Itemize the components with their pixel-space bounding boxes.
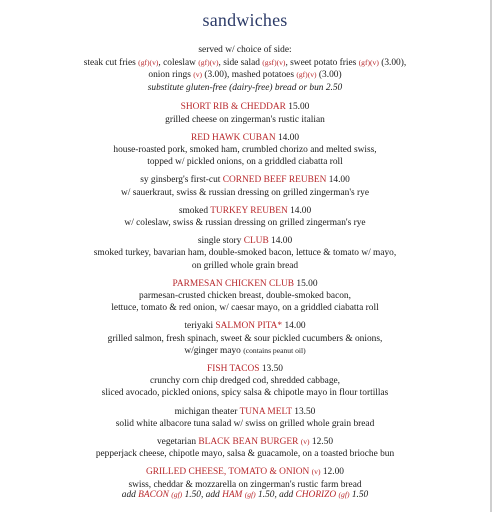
item-description-text: swiss, cheddar & mozzarella on zingerman's rustic farm bread: [128, 479, 362, 490]
side-sep: ,: [285, 57, 288, 68]
item-name: GRILLED CHEESE, TOMATO & ONION: [146, 467, 310, 478]
item-description-text: w/ coleslaw, swiss & russian dressing on grilled zingerman's rye: [124, 218, 366, 228]
addon-prefix: add: [205, 489, 220, 500]
menu-item: [0, 406, 490, 430]
item-name: CLUB: [243, 236, 269, 247]
menu-items: [0, 101, 490, 490]
side-label: mashed potatoes: [231, 70, 294, 81]
side-extra: (3.00),: [204, 70, 230, 81]
item-price: 14.00: [290, 205, 312, 216]
item-description-text: solid white albacore tuna salad w/ swiss on grilled whole grain bread: [115, 418, 375, 429]
item-description: [0, 260, 490, 272]
item-description-text: crunchy corn chip dredged cod, shredded cabbage,: [149, 376, 341, 387]
addon-prefix: add: [279, 489, 294, 500]
menu-item: [0, 363, 490, 400]
item-name: CORNED BEEF REUBEN: [222, 175, 327, 186]
item-description-text: sliced avocado, pickled onions, spicy salsa & chipotle mayo in flour tortillas: [101, 388, 389, 399]
item-name: SALMON PITA*: [215, 321, 283, 332]
substitute-note: [0, 82, 490, 95]
item-price: 14.00: [271, 236, 293, 247]
item-price: 15.00: [296, 278, 318, 289]
menu-item: [0, 278, 490, 315]
side-label: side salad: [223, 57, 260, 68]
menu-item: [0, 205, 490, 229]
side-label: sweet potato fries: [290, 57, 357, 68]
menu-item-heading: [0, 101, 490, 113]
item-description: [0, 448, 490, 460]
menu-item-heading: [0, 205, 490, 217]
menu-item-heading: [0, 320, 490, 332]
side-tag: (gsf)(v): [262, 57, 286, 67]
addon-price: 1.50,: [258, 489, 277, 500]
sides-intro-line: served w/ choice of side:: [198, 45, 292, 55]
addon-name: HAM: [222, 489, 243, 500]
item-name: TURKEY REUBEN: [210, 205, 288, 216]
addon-name: CHORIZO: [295, 489, 337, 500]
menu-item: [0, 436, 490, 460]
item-description: [0, 156, 490, 168]
side-label: coleslaw: [163, 57, 196, 68]
item-description: [0, 290, 490, 302]
item-description: [0, 375, 490, 387]
menu-item-heading: [0, 278, 490, 290]
menu-item: [0, 101, 490, 125]
item-price: 14.00: [277, 132, 300, 143]
item-description: [0, 333, 490, 345]
item-price: 12.00: [322, 467, 344, 478]
menu-item-heading: [0, 436, 490, 448]
addon-prefix: add: [121, 489, 136, 500]
item-description-text: pepperjack cheese, chipotle mayo, salsa & guacamole, on a toasted brioche bun: [95, 449, 395, 460]
menu-item: [0, 466, 490, 490]
section-title: sandwiches: [202, 10, 288, 30]
addon-price: 1.50: [351, 489, 369, 500]
side-tag: (gf)(v): [138, 57, 159, 67]
sides-list-line-2: [0, 69, 490, 82]
side-extra: (3.00): [318, 70, 342, 81]
item-prefix: smoked: [178, 205, 209, 216]
side-label: steak cut fries: [83, 57, 136, 68]
item-price: 12.50: [311, 437, 334, 448]
addons-line: [0, 489, 490, 501]
menu-item: [0, 320, 490, 357]
substitute-text: substitute gluten-free (dairy-free) bread or bun 2.50: [147, 82, 343, 93]
menu-item-heading: [0, 174, 490, 186]
item-description: [0, 418, 490, 430]
side-extra: (3.00),: [381, 57, 407, 68]
item-description: [0, 187, 490, 199]
menu-item: [0, 132, 490, 169]
item-prefix: vegetarian: [156, 437, 197, 448]
item-description-text: lettuce, tomato & red onion, w/ caesar mayo, on a griddled ciabatta roll: [111, 303, 379, 314]
item-description-text: on grilled whole grain bread: [191, 260, 299, 271]
addon-name: BACON: [138, 489, 169, 500]
item-description: [0, 217, 490, 229]
side-sep: ,: [218, 57, 221, 68]
sides-intro: [0, 44, 490, 94]
item-description: [0, 114, 490, 126]
item-price: 13.50: [261, 364, 283, 375]
item-description: [0, 247, 490, 259]
addon-tag: (gf): [244, 489, 256, 499]
item-description: [0, 387, 490, 399]
item-tag: (v): [300, 437, 310, 447]
menu-item-heading: [0, 235, 490, 247]
item-name: SHORT RIB & CHEDDAR: [180, 102, 286, 113]
item-price: 14.00: [328, 175, 350, 186]
menu-item: [0, 174, 490, 198]
item-price: 14.00: [284, 321, 306, 332]
item-description-text: house-roasted pork, smoked ham, crumbled chorizo and melted swiss,: [113, 144, 377, 155]
item-description: [0, 302, 490, 314]
item-name: PARMESAN CHICKEN CLUB: [172, 278, 295, 289]
addon-price: 1.50,: [184, 489, 204, 500]
side-tag: (gf)(v): [198, 57, 219, 67]
item-description-text: grilled salmon, fresh spinach, sweet & sour pickled cucumbers & onions,: [107, 333, 383, 344]
menu-item: [0, 235, 490, 272]
item-description: [0, 144, 490, 156]
menu-item-heading: [0, 363, 490, 375]
item-prefix: teriyaki: [184, 321, 214, 332]
item-prefix: single story: [197, 236, 242, 247]
side-tag: (gf)(v): [296, 70, 317, 80]
item-description: [0, 345, 490, 357]
item-price: 13.50: [294, 406, 316, 417]
side-label: onion rings: [148, 70, 191, 81]
item-description-text: parmesan-crusted chicken breast, double-smoked bacon,: [139, 291, 351, 302]
item-description-text: smoked turkey, bavarian ham, double-smoked bacon, lettuce & tomato w/ mayo,: [93, 248, 397, 259]
item-note: (contains peanut oil): [243, 345, 306, 355]
sides-list-line-1: [0, 57, 490, 70]
item-tag: (v): [311, 467, 321, 477]
item-name: FISH TACOS: [207, 364, 260, 375]
item-description-text: w/ sauerkraut, swiss & russian dressing on grilled zingerman's rye: [121, 187, 369, 198]
menu-item-heading: [0, 406, 490, 418]
item-description-text: topped w/ pickled onions, on a griddled ciabatta roll: [147, 157, 343, 168]
item-price: 15.00: [288, 102, 310, 113]
addon-tag: (gf): [171, 489, 183, 499]
side-tag: (v): [193, 70, 203, 80]
item-name: TUNA MELT: [239, 406, 292, 417]
side-tag: (gf)(v): [358, 57, 379, 67]
side-sep: ,: [158, 57, 161, 68]
addon-tag: (gf): [338, 489, 350, 499]
menu-item-heading: [0, 466, 490, 478]
menu-item-heading: [0, 132, 490, 144]
item-prefix: sy ginsberg's first-cut: [140, 175, 221, 186]
item-description-text: w/ginger mayo: [184, 345, 241, 356]
item-description-text: grilled cheese on zingerman's rustic italian: [165, 114, 325, 125]
item-prefix: michigan theater: [174, 406, 238, 417]
item-name: RED HAWK CUBAN: [190, 132, 276, 143]
item-name: BLACK BEAN BURGER: [198, 437, 299, 448]
